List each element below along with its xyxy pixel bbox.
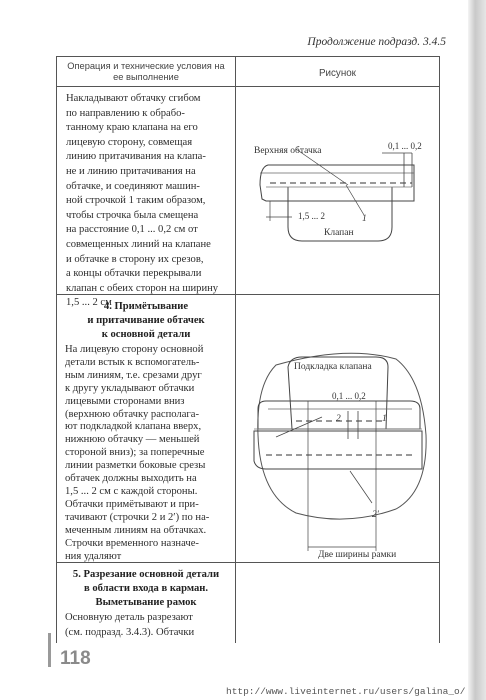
text-line: по направлению к обрабо- — [66, 107, 185, 119]
column-header-line: Операция и технические условия на — [67, 61, 225, 71]
section-4-title — [60, 300, 232, 342]
text-line: Накладывают обтачку сгибом — [66, 93, 201, 104]
table-top-border — [56, 56, 440, 57]
label-stitch-number: 1 — [362, 214, 367, 224]
section-5-title — [60, 568, 232, 610]
text-line: клапан с обеих сторон на ширину — [66, 282, 219, 294]
text-line: тачивают (строчки 2 и 2′) по на- — [65, 511, 210, 523]
text-line: лицевую сторону, совмещая — [66, 136, 193, 148]
text-line: линии разметки боковые срезы — [65, 460, 206, 472]
text-line: Основную деталь разрезают — [65, 612, 193, 623]
text-line: а концы обтачки перекрывали — [66, 268, 202, 280]
text-line: и обтачке в сторону их срезов, — [66, 253, 204, 265]
text-line: к другу укладывают обтачки — [65, 382, 195, 394]
page-number: 118 — [60, 648, 91, 669]
text-line: Строчки временного назначе- — [65, 537, 199, 549]
stitch-leader — [350, 471, 372, 503]
text-line: чтобы строчка была смещена — [66, 209, 199, 221]
text-line: танному краю клапана на его — [66, 122, 198, 134]
text-line: детали встык к вспомогатель- — [65, 356, 200, 368]
text-line: не и линию притачивания на — [66, 165, 196, 177]
text-line: (см. подразд. 3.4.3). Обтачки — [65, 626, 195, 638]
text-line: стороной вниз); за поперечные — [65, 447, 205, 459]
main-part-outline — [258, 353, 426, 519]
label-stitch-number: 2 — [336, 414, 341, 424]
title-line: 4. Примётывание — [103, 301, 189, 312]
title-line: в области входа в карман. — [83, 583, 209, 594]
text-line: нижнюю обтачку — меньшей — [65, 434, 200, 446]
label-upper-facing: Верхняя обтачка — [254, 146, 322, 156]
running-header: Продолжение подразд. 3.4.5 — [307, 36, 446, 48]
column-header-figure: Рисунок — [319, 68, 356, 79]
text-line: 1,5 ... 2 см с каждой стороны. — [65, 485, 198, 497]
label-flap-lining: Подкладка клапана — [294, 362, 372, 372]
text-line: Обтачки примётывают и при- — [65, 498, 199, 510]
text-line: (верхнюю обтачку располага- — [65, 408, 199, 420]
title-line: и притачивание обтачек — [87, 315, 205, 326]
row3-text — [65, 611, 234, 640]
text-line: 1,5 ... 2 см — [66, 297, 112, 309]
stitch-leader — [276, 417, 322, 437]
label-dim-small: 0,1 ... 0,2 — [388, 141, 422, 151]
row2-text — [65, 344, 234, 563]
text-line: ют подкладкой клапана вверх, — [65, 421, 202, 433]
title-line: Выметывание рамок — [95, 597, 197, 608]
stitch-leader — [346, 185, 364, 215]
text-line: ным линиям, т.е. срезами друг — [65, 369, 202, 381]
figure-facings-on-main-part — [236, 295, 439, 561]
text-line: обтачке, и соединяют машин- — [66, 180, 200, 192]
text-line: линию притачивания на клапа- — [66, 151, 206, 163]
table-left-border — [56, 56, 57, 643]
text-line: совмещенных линий на клапане — [66, 238, 211, 250]
label-dim-small: 0,1 ... 0,2 — [332, 391, 366, 401]
source-url: http://www.liveinternet.ru/users/galina_o/ — [226, 686, 466, 697]
column-header-line: ее выполнение — [113, 72, 179, 82]
text-line: меченным линиям на обтачках. — [65, 524, 207, 536]
scan-page-edge — [468, 0, 486, 700]
figure-facing-on-flap — [236, 87, 439, 293]
label-two-frame-widths: Две ширины рамки — [318, 550, 397, 560]
text-line: на расстояние 0,1 ... 0,2 см от — [66, 224, 198, 236]
title-line: 5. Разрезание основной детали — [72, 569, 220, 580]
label-stitch-number: 1 — [382, 414, 387, 424]
text-line: На лицевую сторону основной — [65, 344, 204, 355]
text-line: обтачек должны выходить на — [65, 473, 197, 485]
column-header-operation — [58, 61, 234, 83]
table-right-border — [439, 56, 440, 643]
text-line: ния удаляют — [65, 550, 122, 562]
text-line: лицевыми сторонами вниз — [65, 395, 185, 407]
label-dim-side: 1,5 ... 2 — [298, 211, 325, 221]
lower-facing-outline — [254, 431, 422, 469]
label-flap: Клапан — [324, 228, 354, 238]
row1-text — [66, 92, 234, 311]
title-line: к основной детали — [101, 329, 191, 340]
instruction-table — [56, 56, 440, 643]
label-stitch-number: 2′ — [372, 510, 379, 520]
page-number-marker — [48, 633, 51, 667]
text-line: ной строчкой 1 таким образом, — [66, 195, 206, 207]
